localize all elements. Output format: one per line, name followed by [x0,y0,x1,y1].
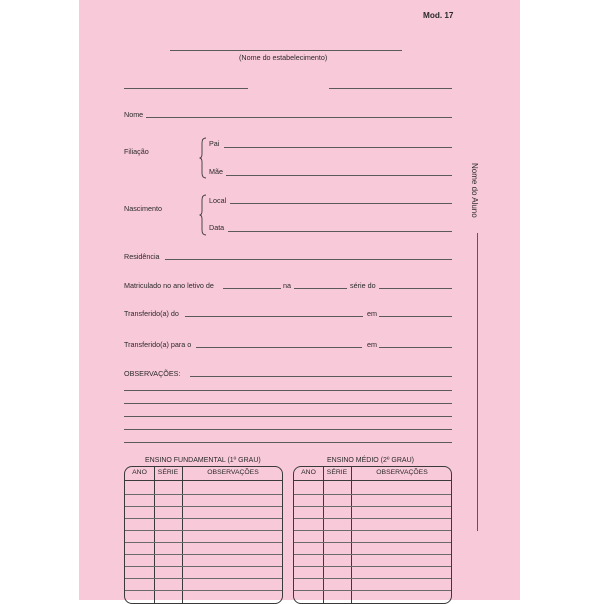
observacoes-label: OBSERVAÇÕES: [124,369,181,378]
col-observacoes: OBSERVAÇÕES [207,469,259,476]
local-label: Local [209,196,227,205]
ensino-fundamental-table [124,466,283,604]
pai-line[interactable] [224,147,452,148]
ensino-fundamental-title: ENSINO FUNDAMENTAL (1º GRAU) [145,457,261,464]
observacoes-line-2[interactable] [124,390,452,391]
col-ano: ANO [132,469,147,476]
local-line[interactable] [230,203,452,204]
nome-do-aluno-label: Nome do Aluno [470,163,479,218]
transferido-do-line[interactable] [185,316,363,317]
mae-line[interactable] [226,175,452,176]
em-label-1: em [367,309,377,318]
ensino-medio-table [293,466,452,604]
col-ano: ANO [301,469,316,476]
em-label-2: em [367,340,377,349]
data-label: Data [209,223,225,232]
matriculado-label: Matriculado no ano letivo de [124,281,214,290]
pai-label: Pai [209,139,220,148]
data-line[interactable] [228,231,452,232]
mae-label: Mãe [209,167,223,176]
residencia-label: Residência [124,252,160,261]
observacoes-line-6[interactable] [124,442,452,443]
serie-line[interactable] [294,288,347,289]
blank-line-right[interactable] [329,88,452,89]
establishment-caption: (Nome do estabelecimento) [239,53,328,62]
filiacao-brace-icon [199,137,207,179]
transferido-para-line[interactable] [196,347,362,348]
model-number: Mod. 17 [423,11,454,20]
nome-do-aluno-line[interactable] [477,233,478,531]
ensino-medio-title: ENSINO MÉDIO (2º GRAU) [327,457,414,464]
filiacao-label: Filiação [124,147,149,156]
observacoes-line-4[interactable] [124,416,452,417]
observacoes-line-1[interactable] [190,376,452,377]
serie-do-label: série do [350,281,376,290]
nascimento-label: Nascimento [124,204,162,213]
em-line-1[interactable] [379,316,452,317]
col-observacoes: OBSERVAÇÕES [376,469,428,476]
grau-line[interactable] [379,288,452,289]
nascimento-brace-icon [199,194,207,236]
col-serie: SÉRIE [157,469,179,476]
col-serie: SÉRIE [326,469,348,476]
transferido-para-label: Transferido(a) para o [124,340,192,349]
transferido-do-label: Transferido(a) do [124,309,179,318]
residencia-line[interactable] [165,259,452,260]
observacoes-line-5[interactable] [124,429,452,430]
nome-line[interactable] [146,117,452,118]
ano-letivo-line[interactable] [223,288,281,289]
observacoes-line-3[interactable] [124,403,452,404]
em-line-2[interactable] [379,347,452,348]
na-label: na [283,281,291,290]
establishment-line[interactable] [170,50,402,51]
blank-line-left[interactable] [124,88,248,89]
nome-label: Nome [124,110,144,119]
